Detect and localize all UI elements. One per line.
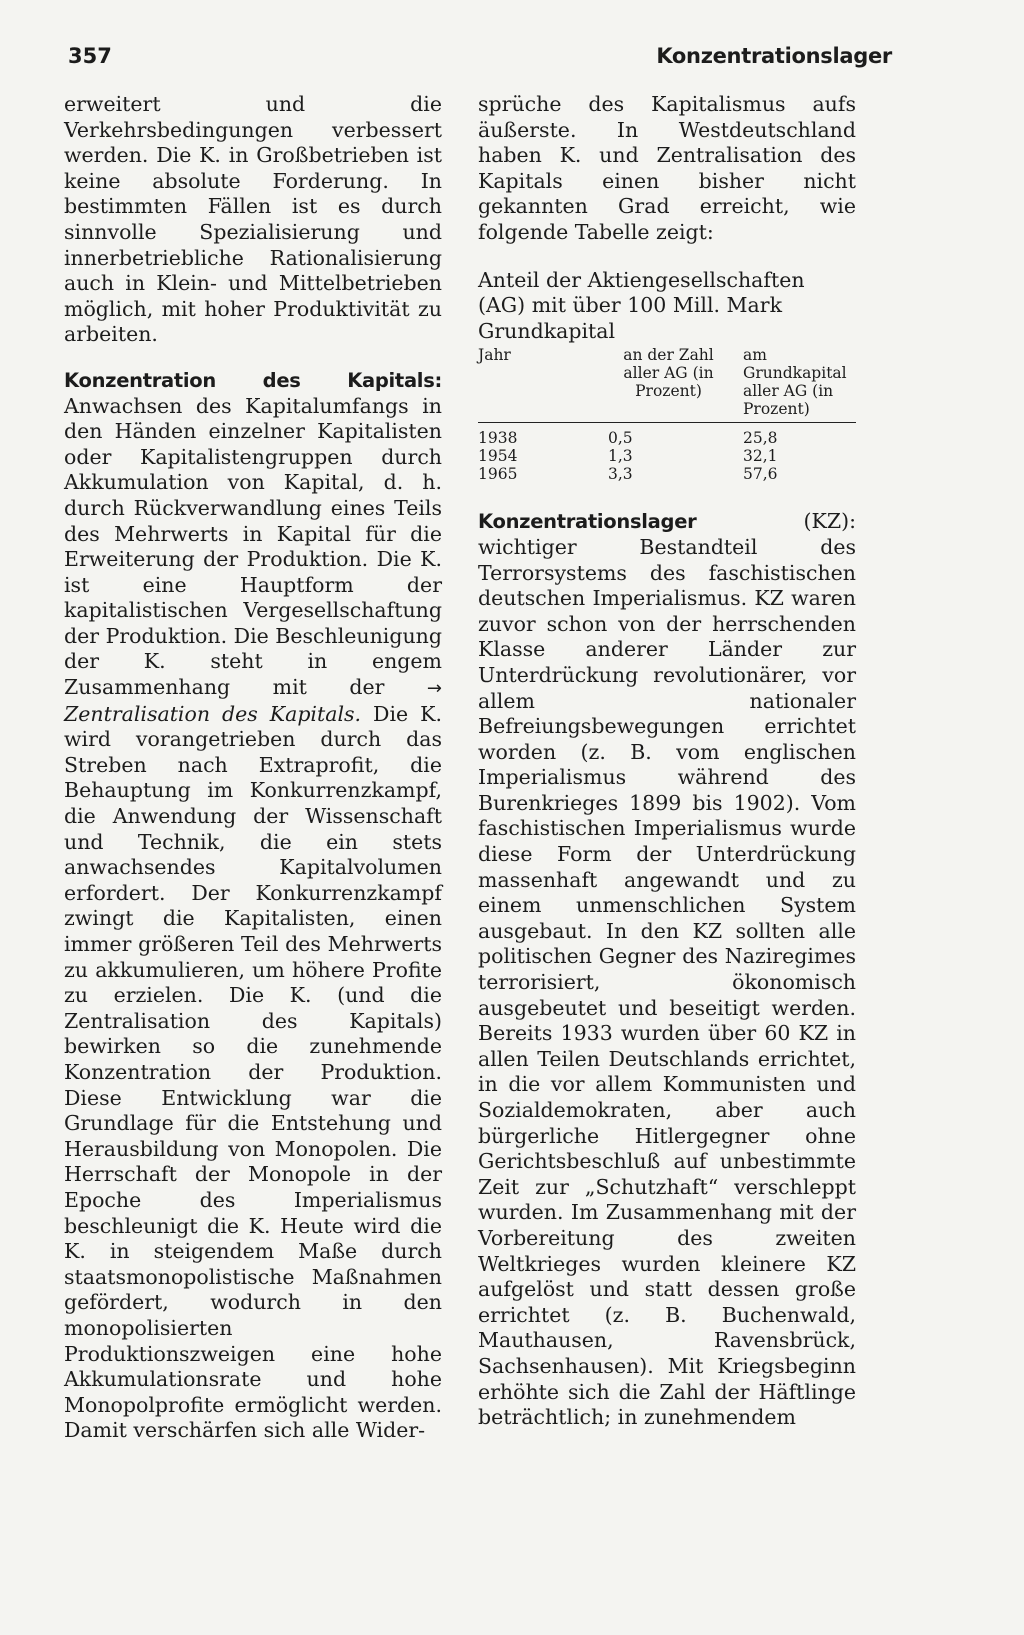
cell-share-capital: 57,6 [743,465,778,484]
cell-year: 1954 [478,447,518,466]
entry-text: Anwachsen des Kapitalumfangs in den Händen einzelner Kapitalisten oder Kapitalistengruppen durch Akkumulation von Kapital, d. h. durch Rückverwandlung eines Teils des Mehrwerts in Kapital für die Erweiterung der Produktion. Die K. ist eine Hauptform der kapitalistischen Vergesellschaftung der Produktion. Die Beschleunigung der K. steht in engem Zusammenhang mit der [64,393,442,700]
stock-company-table [478,346,856,483]
entry-text-continued: Die K. wird vorangetrieben durch das Streben nach Extraprofit, die Behauptung im Konkurrenzkampf, die Anwendung der Wissenschaft und Technik, die ein stets anwachsendes Kapitalvolumen erfordert. Der Konkurrenzkampf zwingt die Kapitalisten, einen immer größeren Teil des Mehrwerts zu akkumulieren, um höhere Profite zu erzielen. Die K. (und die Zentralisation des Kapitals) bewirken so die zunehmende Konzentration der Produktion. Diese Entwicklung war die Grundlage für die Entstehung und Herausbildung von Monopolen. Die Herrschaft der Monopole in der Epoche des Imperialismus beschleunigt die K. Heute wird die K. in steigendem Maße durch staatsmonopolistische Maßnahmen gefördert, wodurch in den monopolisierten Produktionszweigen eine hohe Akkumulationsrate und hohe Monopolprofite ermöglicht werden. Damit verschärfen sich alle Wider- [64,701,442,1443]
table-row [478,423,856,448]
table-row [478,447,856,465]
continued-paragraph: erweitert und die Verkehrsbedingungen verbessert werden. Die K. in Großbetrieben ist keine absolute Forderung. In bestimmten Fällen ist es durch sinnvolle Spezialisierung und innerbetriebliche Rationalisierung auch in Klein- und Mittelbetrieben möglich, mit hoher Produktivität zu arbeiten. [64,92,442,347]
column-header-year: Jahr [478,346,511,365]
page-number: 357 [68,44,112,68]
column-header-share-capital: am Grundkapital aller AG (in Prozent) [743,346,847,419]
left-column [64,92,442,1444]
table-caption: Anteil der Aktiengesellschaften (AG) mit über 100 Mill. Mark Grundkapital [478,267,805,343]
entry-text-kz: (KZ): wichtiger Bestandteil des Terrorsystems des faschistischen deutschen Imperialismus. KZ waren zuvor schon von der herrschenden Klasse anderer Länder zur Unterdrückung revolutionärer, vor allem nationaler Befreiungsbewegungen errichtet worden (z. B. vom englischen Imperialismus während des Burenkrieges 1899 bis 1902). Vom faschistischen Imperialismus wurde diese Form der Unterdrückung massenhaft angewandt und zu einem unmenschlichen System ausgebaut. In den KZ sollten alle politischen Gegner des Naziregimes terrorisiert, ökonomisch ausgebeutet und beseitigt werden. Bereits 1933 wurden über 60 KZ in allen Teilen Deutschlands errichtet, in die vor allem Kommunisten und Sozialdemokraten, aber auch bürgerliche Hitlergegner ohne Gerichtsbeschluß auf unbestimmte Zeit zur „Schutzhaft“ verschleppt wurden. Im Zusammenhang mit der Vorbereitung des zweiten Weltkrieges wurden kleinere KZ aufgelöst und statt dessen große errichtet (z. B. Buchenwald, Mauthausen, Ravensbrück, Sachsenhausen). Mit Kriegsbeginn erhöhte sich die Zahl der Häftlinge beträchtlich; in zunehmendem [478,509,856,1430]
column-header-share-count: an der Zahl aller AG (in Prozent) [623,346,714,401]
continued-paragraph-right: sprüche des Kapitalismus aufs äußerste. In Westdeutschland haben K. und Zentralisation des Kapitals einen bisher nicht gekannten Grad erreicht, wie folgende Tabelle zeigt: [478,92,856,244]
table-row [478,465,856,483]
entry-term-kz: Konzentrationslager [478,510,697,534]
cell-share-capital: 32,1 [743,447,778,466]
cross-reference-arrow-icon: → [426,678,442,700]
cell-share-count: 1,3 [608,447,633,466]
cell-share-capital: 25,8 [743,429,778,448]
running-head: Konzentrationslager [656,44,892,68]
page-header [68,44,892,84]
table-header-row [478,346,856,423]
cell-year: 1938 [478,429,518,448]
entry-konzentration-des-kapitals [64,368,442,1444]
cell-share-count: 3,3 [608,465,633,484]
entry-term: Konzentration des Kapitals: [64,368,442,392]
cell-share-count: 0,5 [608,429,633,448]
cross-reference-link[interactable]: Zentralisation des Kapitals. [64,701,362,726]
entry-konzentrationslager [478,509,856,1430]
right-column [478,92,856,1431]
cell-year: 1965 [478,465,518,484]
